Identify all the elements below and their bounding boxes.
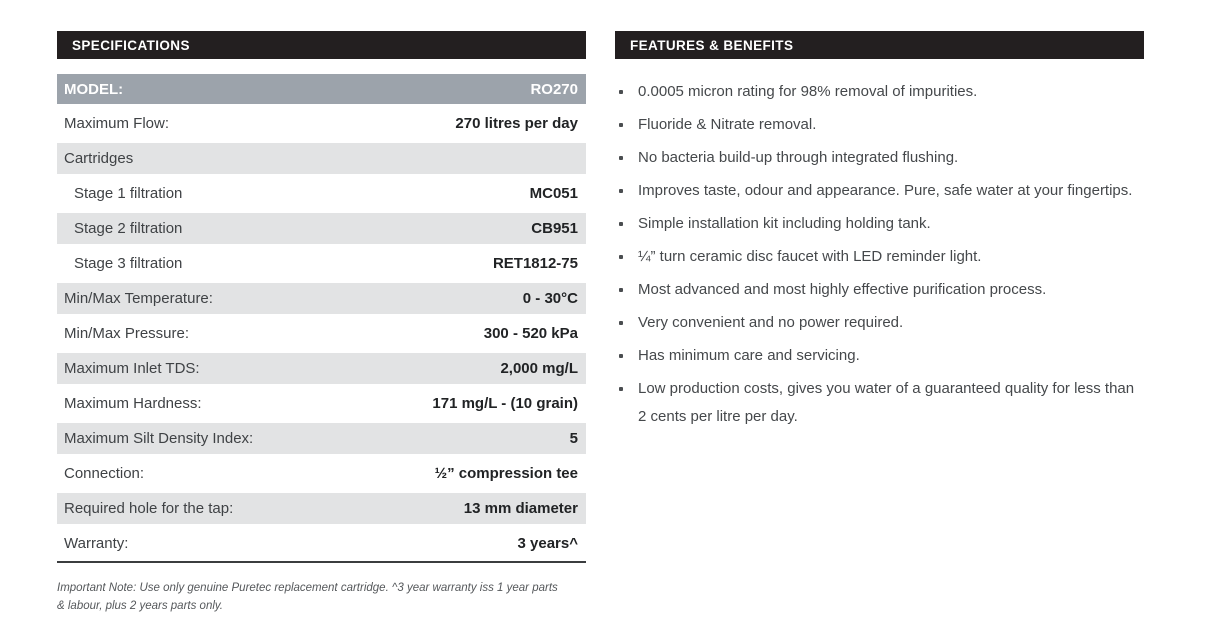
bullet-icon — [619, 354, 623, 358]
feature-text: Simple installation kit including holding tank. — [638, 215, 931, 232]
specifications-section — [57, 31, 586, 616]
features-list — [615, 78, 1144, 431]
feature-item — [615, 309, 1144, 337]
spec-value: MC051 — [529, 185, 578, 202]
feature-item — [615, 144, 1144, 172]
specifications-table — [57, 74, 586, 559]
bullet-icon — [619, 189, 623, 193]
spec-label: Min/Max Temperature: — [64, 290, 213, 307]
spec-value: 3 years^ — [517, 535, 578, 552]
spec-label: Maximum Hardness: — [64, 395, 202, 412]
spec-label: Stage 3 filtration — [74, 255, 183, 272]
spec-label: Cartridges — [64, 150, 134, 167]
spec-row — [57, 283, 586, 314]
feature-item — [615, 375, 1144, 431]
spec-row — [57, 528, 586, 559]
spec-value: 2,000 mg/L — [500, 360, 578, 377]
bullet-icon — [619, 156, 623, 160]
spec-row — [57, 143, 586, 174]
spec-row — [57, 318, 586, 349]
spec-value: RET1812-75 — [492, 255, 578, 272]
spec-row — [57, 213, 586, 244]
feature-item — [615, 78, 1144, 106]
spec-value: RO270 — [530, 80, 578, 98]
feature-text: ¼” turn ceramic disc faucet with LED reminder light. — [638, 248, 982, 265]
bullet-icon — [619, 321, 623, 325]
spec-row — [57, 74, 586, 104]
spec-label: Maximum Flow: — [64, 115, 170, 132]
bullet-icon — [619, 123, 623, 127]
spec-value: 270 litres per day — [455, 115, 578, 132]
spec-value: 300 - 520 kPa — [483, 325, 578, 342]
spec-row — [57, 458, 586, 489]
feature-item — [615, 210, 1144, 238]
feature-text: Most advanced and most highly effective purification process. — [638, 281, 1047, 298]
spec-row — [57, 353, 586, 384]
spec-row — [57, 108, 586, 139]
spec-row — [57, 178, 586, 209]
bullet-icon — [619, 387, 623, 391]
spec-row — [57, 423, 586, 454]
spec-value: 0 - 30°C — [522, 290, 578, 307]
spec-row — [57, 493, 586, 524]
feature-text: 0.0005 micron rating for 98% removal of impurities. — [638, 83, 978, 100]
feature-item — [615, 276, 1144, 304]
spec-label: Min/Max Pressure: — [64, 325, 190, 342]
spec-label: Required hole for the tap: — [64, 500, 234, 517]
bullet-icon — [619, 90, 623, 94]
spec-label: Maximum Inlet TDS: — [64, 360, 200, 377]
spec-value: CB951 — [531, 220, 578, 237]
features-header: FEATURES & BENEFITS — [615, 31, 1144, 59]
bullet-icon — [619, 222, 623, 226]
spec-label: Stage 2 filtration — [74, 220, 183, 237]
table-bottom-rule — [57, 561, 586, 563]
feature-text: Low production costs, gives you water of a guaranteed quality for less than 2 cents per litre per day. — [638, 380, 1135, 425]
feature-text: Fluoride & Nitrate removal. — [638, 116, 817, 133]
feature-text: No bacteria build-up through integrated flushing. — [638, 149, 959, 166]
spec-label: Stage 1 filtration — [74, 185, 183, 202]
feature-item — [615, 177, 1144, 205]
feature-item — [615, 111, 1144, 139]
footnote: Important Note: Use only genuine Puretec replacement cartridge. ^3 year warranty iss 1 year parts & labour, plus 2 years parts only. — [57, 582, 558, 612]
spec-row — [57, 388, 586, 419]
feature-text: Has minimum care and servicing. — [638, 347, 860, 364]
spec-row — [57, 248, 586, 279]
spec-label: MODEL: — [64, 80, 124, 98]
spec-value: 13 mm diameter — [463, 500, 578, 517]
feature-item — [615, 243, 1144, 271]
feature-text: Very convenient and no power required. — [638, 314, 904, 331]
bullet-icon — [619, 255, 623, 259]
specifications-header: SPECIFICATIONS — [57, 31, 586, 59]
feature-text: Improves taste, odour and appearance. Pure, safe water at your fingertips. — [638, 182, 1133, 199]
spec-value: ½” compression tee — [434, 465, 578, 482]
bullet-icon — [619, 288, 623, 292]
spec-label: Maximum Silt Density Index: — [64, 430, 254, 447]
spec-value: 171 mg/L - (10 grain) — [432, 395, 578, 412]
spec-value: 5 — [569, 430, 578, 447]
features-section — [615, 31, 1144, 436]
feature-item — [615, 342, 1144, 370]
spec-label: Connection: — [64, 465, 145, 482]
spec-label: Warranty: — [64, 535, 129, 552]
